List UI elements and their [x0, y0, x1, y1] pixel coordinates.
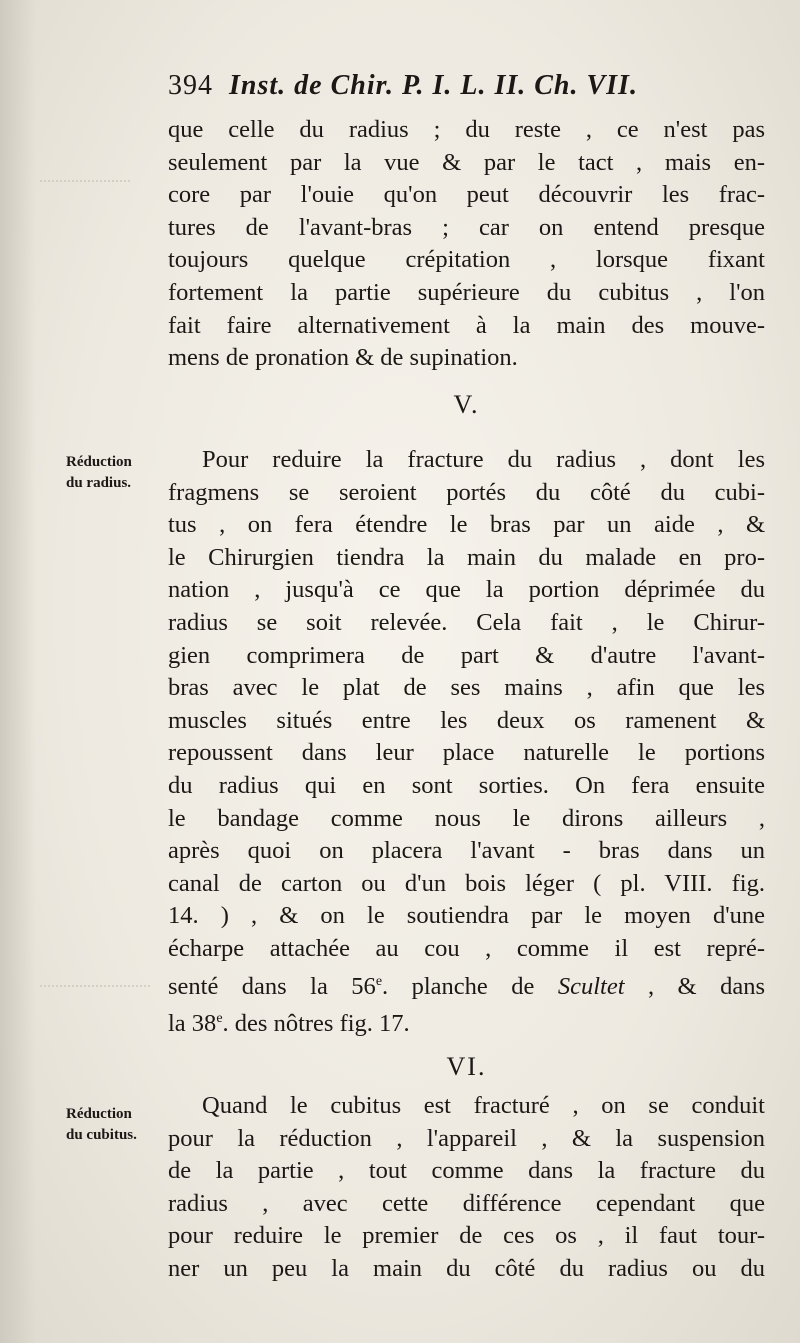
running-head [168, 70, 728, 102]
margin-note-line: du radius. [66, 475, 132, 491]
text-line: Quand le cubitus est fracturé , on se conduit [202, 1092, 765, 1119]
text-fragment: . des nôtres fig. 17. [222, 1010, 410, 1038]
text-fragment: la 38 [168, 1010, 217, 1038]
text-line: seulement par la vue & par le tact , mais en- [168, 148, 765, 176]
text-line: le Chirurgien tiendra la main du malade en pro- [168, 543, 765, 571]
section-heading-vi: VI. [446, 1052, 487, 1081]
superscript: e [216, 1011, 223, 1027]
running-head-title: Inst. de Chir. P. I. L. II. Ch. VII. [229, 70, 638, 101]
author-name-italic: Scultet [557, 972, 625, 1000]
text-line: tus , on fera étendre le bras par un aide , & [168, 511, 765, 539]
margin-note-line: Réduction [66, 1106, 132, 1122]
gutter-shadow [0, 0, 36, 1343]
paragraph-cubitus-reduction [168, 1090, 765, 1286]
text-line: de la partie , tout comme dans la fracture du [168, 1157, 765, 1185]
paragraph-radius-reduction [168, 444, 765, 1041]
text-line: Pour reduire la fracture du radius , dont les [202, 446, 765, 473]
text-line: le bandage comme nous le dirons ailleurs , [168, 804, 765, 832]
text-line: core par l'ouie qu'on peut découvrir les frac- [168, 181, 765, 209]
text-line: gien comprimera de part & d'autre l'avant- [168, 641, 765, 669]
margin-note-reduction-radius [66, 452, 164, 494]
text-line: mens de pronation & de supination. [168, 344, 518, 372]
text-line-with-superscript [168, 1003, 765, 1041]
text-line: fait faire alternativement à la main des mouve- [168, 311, 765, 339]
text-line: que celle du radius ; du reste , ce n'est pas [168, 116, 765, 143]
text-line: du radius qui en sont sorties. On fera ensuite [168, 771, 765, 799]
text-line: bras avec le plat de ses mains , afin que les [168, 674, 765, 702]
text-line: tures de l'avant-bras ; car on entend presque [168, 213, 765, 241]
section-heading-v: V. [453, 390, 480, 419]
text-line: toujours quelque crépitation , lorsque fixant [168, 246, 765, 274]
text-line: fragmens se seroient portés du côté du cubi- [168, 478, 765, 506]
margin-note-line: du cubitus. [66, 1127, 137, 1143]
margin-note-line: Réduction [66, 454, 132, 470]
text-line: muscles situés entre les deux os ramenent & [168, 706, 765, 734]
text-line: fortement la partie supérieure du cubitus , l'on [168, 278, 765, 306]
bleed-through-mark [40, 985, 150, 1017]
text-line: nation , jusqu'à ce que la portion déprimée du [168, 576, 765, 604]
text-line-with-superscript [168, 966, 765, 1004]
superscript: e [375, 973, 383, 989]
text-line: ner un peu la main du côté du radius ou du [168, 1254, 765, 1282]
text-fragment: senté dans la 56 [168, 972, 376, 1000]
text-line: radius se soit relevée. Cela fait , le Chirur- [168, 608, 765, 636]
text-line: radius , avec cette différence cependant que [168, 1189, 765, 1217]
text-line: après quoi on placera l'avant - bras dans un [168, 837, 765, 865]
margin-note-reduction-cubitus [66, 1104, 164, 1146]
text-fragment: , & dans [624, 972, 765, 1000]
bleed-through-mark [40, 180, 130, 222]
text-line: repoussent dans leur place naturelle le portions [168, 739, 765, 767]
text-line: pour reduire le premier de ces os , il faut tour- [168, 1222, 765, 1250]
text-line: pour la réduction , l'appareil , & la suspension [168, 1124, 765, 1152]
text-line: écharpe attachée au cou , comme il est repré- [168, 934, 765, 962]
text-fragment: . planche de [382, 972, 558, 1000]
page-number: 394 [168, 70, 213, 101]
text-line: 14. ) , & on le soutiendra par le moyen d'une [168, 902, 765, 930]
paragraph-continuation [168, 114, 765, 375]
text-line: canal de carton ou d'un bois léger ( pl. VIII. fig. [168, 869, 765, 897]
